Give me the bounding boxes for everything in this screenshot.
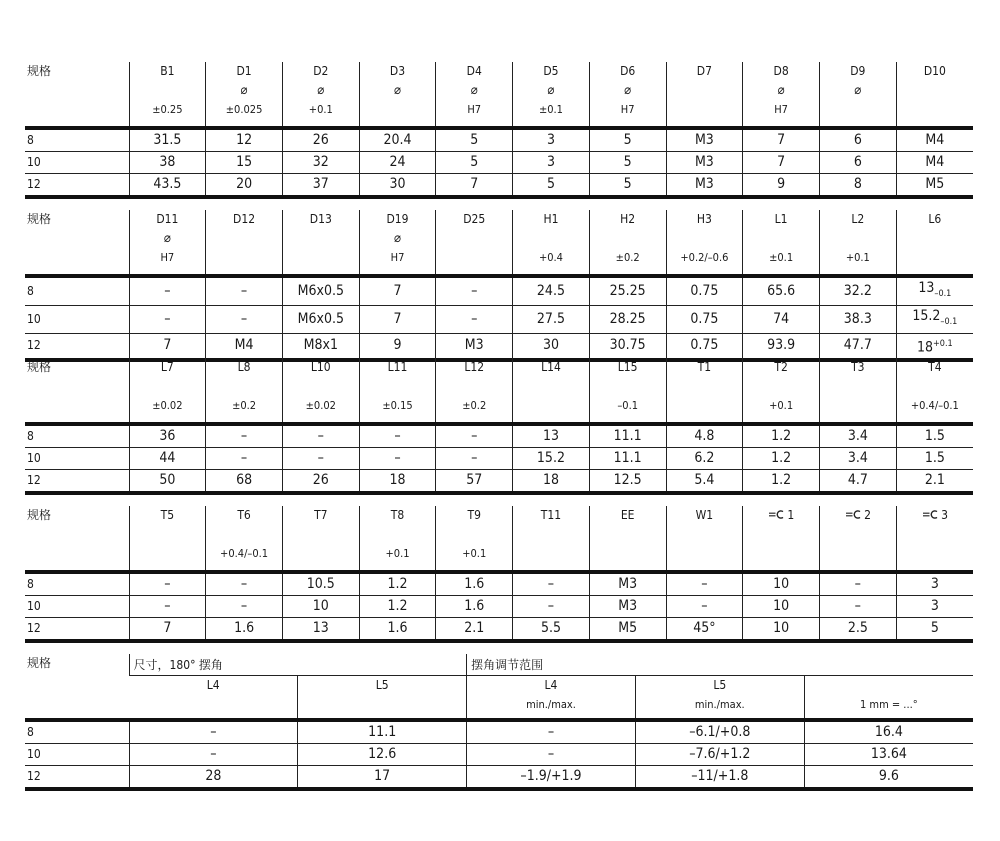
column-header: L15 –0.1 [589, 358, 666, 424]
table-cell: – [467, 744, 636, 766]
column-header: D12 [206, 210, 283, 276]
table-row [25, 276, 973, 305]
table-cell: 7 [129, 618, 206, 642]
column-header: D19 ⌀ H7 [359, 210, 436, 276]
group-header-swivel-range: 摆角调节范围 [467, 654, 973, 676]
spec-label: 规格 [27, 508, 52, 522]
column-header: H1 +0.4 [513, 210, 590, 276]
group-header-dimensions: 尺寸，180° 摆角 [129, 654, 467, 676]
table-cell: 93.9 [743, 333, 820, 360]
column-header: H2 ±0.2 [589, 210, 666, 276]
table-cell: M3 [666, 174, 743, 198]
table-cell: $18^{+0.1}$ [896, 333, 973, 360]
table-cell: 38.3 [819, 305, 896, 333]
table-cell: – [206, 448, 283, 470]
table-cell: 6 [819, 152, 896, 174]
table-row [25, 128, 973, 152]
table-cell: 13.64 [804, 744, 973, 766]
table-row [25, 305, 973, 333]
table-row [25, 470, 973, 494]
table-cell: 3.4 [819, 448, 896, 470]
table-cell: 0.75 [666, 276, 743, 305]
table-row [25, 720, 973, 744]
row-label: 8 [25, 720, 129, 744]
table-cell: 32.2 [819, 276, 896, 305]
column-header: 2 [819, 506, 896, 572]
wrench-icon [845, 506, 861, 525]
table-cell: – [129, 596, 206, 618]
column-header: EE [589, 506, 666, 572]
column-header: D13 [282, 210, 359, 276]
column-header: D3 ⌀ [359, 62, 436, 128]
table-cell: 5 [896, 618, 973, 642]
table-cell: 68 [206, 470, 283, 494]
table-cell: 2.1 [896, 470, 973, 494]
table-cell: – [206, 596, 283, 618]
column-header: D8 ⌀ H7 [743, 62, 820, 128]
column-header: L12 ±0.2 [436, 358, 513, 424]
table-cell: 20 [206, 174, 283, 198]
table-cell: 5 [589, 128, 666, 152]
table-cell: – [436, 305, 513, 333]
table-cell: 32 [282, 152, 359, 174]
table-cell: 4.8 [666, 424, 743, 448]
row-label: 8 [25, 572, 129, 596]
table-cell: 20.4 [359, 128, 436, 152]
column-header: L5 [298, 676, 467, 721]
table-cell: – [359, 448, 436, 470]
table-cell: 1.2 [359, 596, 436, 618]
table-cell: 1.2 [743, 424, 820, 448]
table-cell: M8x1 [282, 333, 359, 360]
table-cell: M4 [896, 128, 973, 152]
table-cell: 3 [513, 128, 590, 152]
table-cell: – [513, 596, 590, 618]
table-cell: 9 [743, 174, 820, 198]
table-row [25, 766, 973, 790]
column-header: B1 ±0.25 [129, 62, 206, 128]
table-cell: 10 [282, 596, 359, 618]
table-cell: – [467, 720, 636, 744]
table-cell: 18 [359, 470, 436, 494]
table-cell: 12.5 [589, 470, 666, 494]
table-cell: – [282, 424, 359, 448]
row-label: 12 [25, 470, 129, 494]
table-cell: 5 [436, 128, 513, 152]
table-cell: 7 [436, 174, 513, 198]
table-cell: 37 [282, 174, 359, 198]
column-header: T9 +0.1 [436, 506, 513, 572]
table-cell: 15 [206, 152, 283, 174]
table-cell: 0.75 [666, 305, 743, 333]
table-cell: 11.1 [298, 720, 467, 744]
column-header: T4 +0.4/–0.1 [896, 358, 973, 424]
column-header: D2 ⌀ +0.1 [282, 62, 359, 128]
row-label: 10 [25, 744, 129, 766]
spec-table-3 [25, 358, 973, 495]
column-header: L8 ±0.2 [206, 358, 283, 424]
column-header: L1 ±0.1 [743, 210, 820, 276]
column-header: 1 mm = ...° [804, 676, 973, 721]
spec-label: 规格 [27, 64, 52, 78]
table-row [25, 333, 973, 360]
table-cell: 1.5 [896, 424, 973, 448]
table-row [25, 744, 973, 766]
row-label: 12 [25, 174, 129, 198]
row-label: 12 [25, 766, 129, 790]
column-header: L7 ±0.02 [129, 358, 206, 424]
table-cell: 18 [513, 470, 590, 494]
table-cell: 5.4 [666, 470, 743, 494]
table-cell: 3 [513, 152, 590, 174]
table-cell: – [129, 276, 206, 305]
table-cell: M3 [666, 152, 743, 174]
table-cell: 1.2 [359, 572, 436, 596]
column-header: L5 min./max. [635, 676, 804, 721]
column-header: L14 [513, 358, 590, 424]
table-cell: 50 [129, 470, 206, 494]
table-cell: 3.4 [819, 424, 896, 448]
table-cell: M6x0.5 [282, 276, 359, 305]
table-cell: 24.5 [513, 276, 590, 305]
table-cell: –1.9/+1.9 [467, 766, 636, 790]
table-cell: – [206, 572, 283, 596]
table-cell: 10 [743, 618, 820, 642]
table-cell: – [206, 305, 283, 333]
tolerance: –0.1 [940, 316, 958, 327]
column-header: D6 ⌀ H7 [589, 62, 666, 128]
column-header: D9 ⌀ [819, 62, 896, 128]
table-cell: – [819, 572, 896, 596]
column-header: T2 +0.1 [743, 358, 820, 424]
table-cell: 7 [743, 128, 820, 152]
column-header: H3 +0.2/–0.6 [666, 210, 743, 276]
column-header: D5 ⌀ ±0.1 [513, 62, 590, 128]
row-label: 12 [25, 618, 129, 642]
table-cell: M4 [896, 152, 973, 174]
table-cell: 5 [589, 152, 666, 174]
wrench-icon [768, 506, 784, 525]
table-row [25, 424, 973, 448]
table-cell: 11.1 [589, 448, 666, 470]
column-header: L10 ±0.02 [282, 358, 359, 424]
table-cell: 24 [359, 152, 436, 174]
table-cell: 5 [436, 152, 513, 174]
table-cell: –11/+1.8 [635, 766, 804, 790]
table-cell: 1.6 [206, 618, 283, 642]
table-cell: 5 [589, 174, 666, 198]
column-header: 1 [743, 506, 820, 572]
table-cell: $15.2_{-0.1}$ [896, 305, 973, 333]
table-cell: 16.4 [804, 720, 973, 744]
table-cell: M3 [589, 596, 666, 618]
table-cell: – [666, 596, 743, 618]
table-cell: M3 [666, 128, 743, 152]
table-row [25, 618, 973, 642]
row-label: 10 [25, 448, 129, 470]
table-cell: 15.2 [513, 448, 590, 470]
column-header: L4 min./max. [467, 676, 636, 721]
row-label: 8 [25, 276, 129, 305]
table-row [25, 152, 973, 174]
row-label: 12 [25, 333, 129, 360]
table-cell: 3 [896, 572, 973, 596]
table-cell: 43.5 [129, 174, 206, 198]
column-header: T8 +0.1 [359, 506, 436, 572]
table-cell: 11.1 [589, 424, 666, 448]
table-cell: M6x0.5 [282, 305, 359, 333]
column-header: L6 [896, 210, 973, 276]
table-cell: 5.5 [513, 618, 590, 642]
wrench-icon [922, 506, 938, 525]
column-header: D1 ⌀ ±0.025 [206, 62, 283, 128]
table-cell: –7.6/+1.2 [635, 744, 804, 766]
tolerance: +0.1 [933, 338, 953, 349]
table-cell: – [129, 720, 298, 744]
spec-label: 规格 [27, 656, 52, 670]
table-row [25, 448, 973, 470]
table-cell: 3 [896, 596, 973, 618]
table-cell: 1.6 [359, 618, 436, 642]
table-cell: 65.6 [743, 276, 820, 305]
table-cell: 10 [743, 596, 820, 618]
spec-label: 规格 [27, 360, 52, 374]
table-cell: – [436, 276, 513, 305]
spec-table-1 [25, 62, 973, 199]
tolerance: –0.1 [934, 288, 952, 299]
table-cell: $13_{-0.1}$ [896, 276, 973, 305]
table-cell: 12 [206, 128, 283, 152]
table-cell: – [819, 596, 896, 618]
table-row [25, 596, 973, 618]
column-header: T7 [282, 506, 359, 572]
column-header: D7 [666, 62, 743, 128]
column-header: D25 [436, 210, 513, 276]
column-header: L11 ±0.15 [359, 358, 436, 424]
spec-label: 规格 [27, 212, 52, 226]
table-cell: 7 [359, 305, 436, 333]
row-label: 10 [25, 596, 129, 618]
table-cell: 25.25 [589, 276, 666, 305]
spec-table-2 [25, 210, 973, 362]
table-cell: – [282, 448, 359, 470]
table-cell: – [513, 572, 590, 596]
table-cell: 7 [359, 276, 436, 305]
table-cell: – [666, 572, 743, 596]
table-cell: 6.2 [666, 448, 743, 470]
column-header: T11 [513, 506, 590, 572]
row-label: 8 [25, 424, 129, 448]
table-cell: – [129, 572, 206, 596]
table-cell: 13 [513, 424, 590, 448]
row-label: 8 [25, 128, 129, 152]
table-cell: 57 [436, 470, 513, 494]
table-cell: 17 [298, 766, 467, 790]
table-cell: – [436, 448, 513, 470]
table-cell: 44 [129, 448, 206, 470]
table-cell: 7 [743, 152, 820, 174]
table-cell: 8 [819, 174, 896, 198]
spec-table-5 [25, 654, 973, 791]
table-cell: 28 [129, 766, 298, 790]
table-cell: M4 [206, 333, 283, 360]
column-header: L4 [129, 676, 298, 721]
table-cell: 1.2 [743, 470, 820, 494]
table-cell: 47.7 [819, 333, 896, 360]
table-cell: 30 [513, 333, 590, 360]
column-header: T3 [819, 358, 896, 424]
table-cell: M3 [589, 572, 666, 596]
column-header: 3 [896, 506, 973, 572]
column-header: D11 ⌀ H7 [129, 210, 206, 276]
spec-table-4 [25, 506, 973, 643]
table-cell: 1.5 [896, 448, 973, 470]
table-cell: 4.7 [819, 470, 896, 494]
table-cell: 12.6 [298, 744, 467, 766]
table-cell: 9.6 [804, 766, 973, 790]
table-cell: 9 [359, 333, 436, 360]
column-header: T5 [129, 506, 206, 572]
table-cell: M3 [436, 333, 513, 360]
row-label: 10 [25, 305, 129, 333]
table-cell: 36 [129, 424, 206, 448]
table-cell: 10 [743, 572, 820, 596]
table-cell: – [129, 744, 298, 766]
table-cell: – [206, 276, 283, 305]
table-cell: 45° [666, 618, 743, 642]
table-cell: 5 [513, 174, 590, 198]
table-cell: 28.25 [589, 305, 666, 333]
table-row [25, 572, 973, 596]
table-cell: 2.5 [819, 618, 896, 642]
table-cell: 13 [282, 618, 359, 642]
table-cell: M5 [589, 618, 666, 642]
column-header: T1 [666, 358, 743, 424]
table-cell: –6.1/+0.8 [635, 720, 804, 744]
table-cell: 7 [129, 333, 206, 360]
table-cell: – [359, 424, 436, 448]
table-cell: 1.6 [436, 572, 513, 596]
table-cell: 2.1 [436, 618, 513, 642]
table-cell: 1.6 [436, 596, 513, 618]
table-row [25, 174, 973, 198]
table-cell: 26 [282, 470, 359, 494]
table-cell: 30.75 [589, 333, 666, 360]
column-header: L2 +0.1 [819, 210, 896, 276]
table-cell: 10.5 [282, 572, 359, 596]
column-header: T6 +0.4/–0.1 [206, 506, 283, 572]
table-cell: – [129, 305, 206, 333]
column-header: W1 [666, 506, 743, 572]
column-header: D4 ⌀ H7 [436, 62, 513, 128]
table-cell: 1.2 [743, 448, 820, 470]
table-cell: 0.75 [666, 333, 743, 360]
table-cell: 6 [819, 128, 896, 152]
table-cell: 31.5 [129, 128, 206, 152]
table-cell: – [206, 424, 283, 448]
table-cell: 74 [743, 305, 820, 333]
table-cell: M5 [896, 174, 973, 198]
table-cell: 30 [359, 174, 436, 198]
table-cell: 27.5 [513, 305, 590, 333]
table-cell: 26 [282, 128, 359, 152]
table-cell: 38 [129, 152, 206, 174]
row-label: 10 [25, 152, 129, 174]
table-cell: – [436, 424, 513, 448]
column-header: D10 [896, 62, 973, 128]
